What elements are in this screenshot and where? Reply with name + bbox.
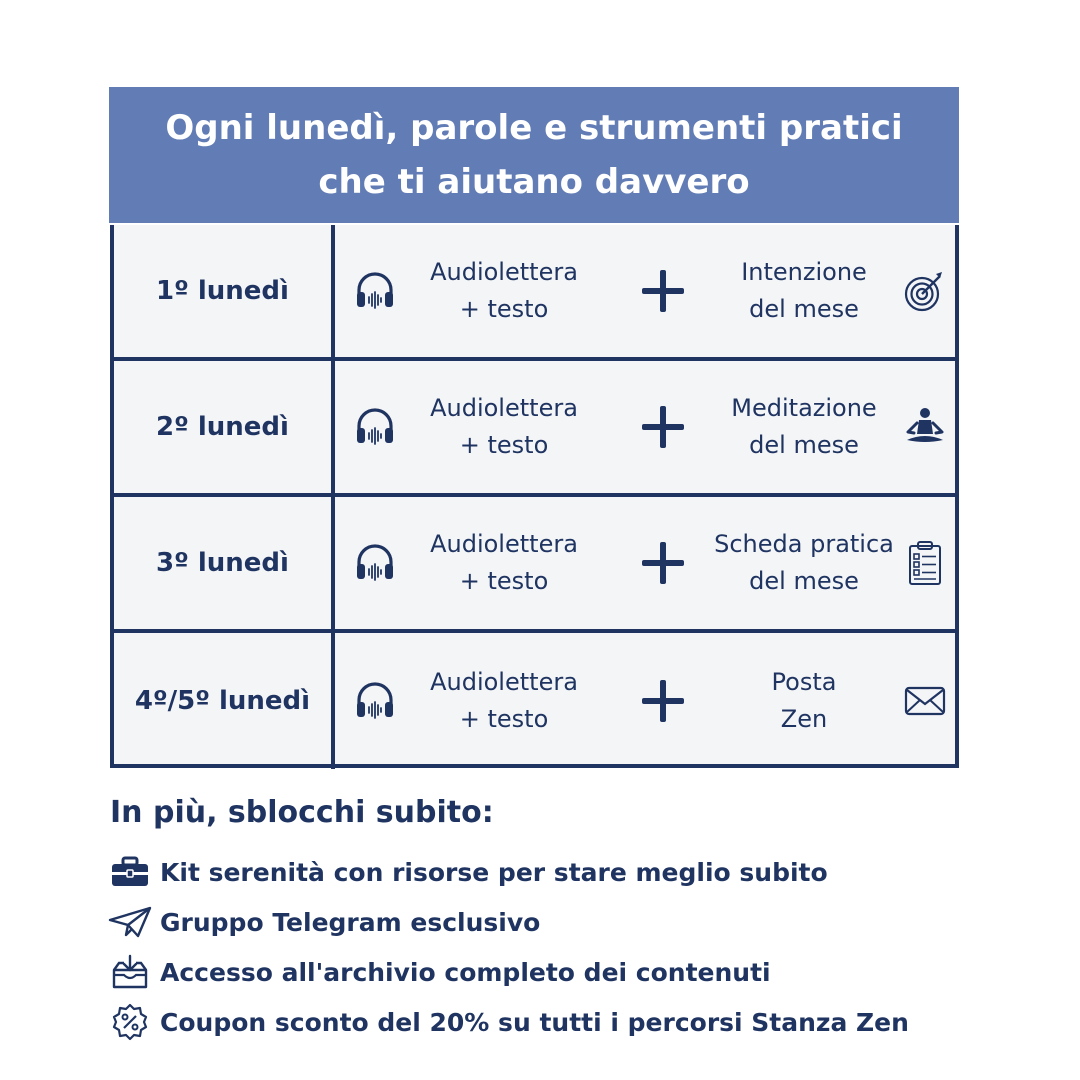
cell-line: Posta xyxy=(771,668,837,696)
cell-line: Zen xyxy=(780,705,828,733)
column-divider xyxy=(331,361,335,493)
plus-icon xyxy=(642,270,684,312)
cell-line: Audiolettera xyxy=(430,258,578,286)
percent-badge-icon xyxy=(108,1004,152,1040)
bonus-item xyxy=(108,952,968,992)
headphones-icon xyxy=(354,270,396,312)
toolbox-icon xyxy=(108,854,152,890)
schedule-table xyxy=(110,225,959,768)
bonus-text: Kit serenità con risorse per stare meglio subito xyxy=(160,857,828,887)
archive-download-icon xyxy=(108,954,152,990)
column-divider xyxy=(331,497,335,629)
cell-line: + testo xyxy=(459,567,549,595)
column-divider xyxy=(331,633,335,769)
monthly-item-cell xyxy=(694,633,914,769)
cell-line: del mese xyxy=(749,431,859,459)
plus-icon xyxy=(642,542,684,584)
bonus-item xyxy=(108,852,968,892)
headphones-icon xyxy=(354,542,396,584)
schedule-row xyxy=(114,633,955,769)
cell-line: del mese xyxy=(749,567,859,595)
monthly-item-cell xyxy=(694,361,914,493)
plus-icon xyxy=(642,680,684,722)
headphones-icon xyxy=(354,406,396,448)
cell-line: + testo xyxy=(459,705,549,733)
plus-icon xyxy=(642,406,684,448)
monthly-item-cell xyxy=(694,497,914,629)
audio-letter-cell xyxy=(409,633,599,769)
bonus-item xyxy=(108,1002,968,1042)
cell-line: Meditazione xyxy=(731,394,877,422)
envelope-icon xyxy=(902,678,948,724)
day-label: 3º lunedì xyxy=(156,548,289,578)
cell-line: Audiolettera xyxy=(430,668,578,696)
bonus-text: Accesso all'archivio completo dei contenuti xyxy=(160,957,771,987)
cell-line: Scheda pratica xyxy=(714,530,894,558)
clipboard-icon xyxy=(902,540,948,586)
schedule-row xyxy=(114,225,955,361)
cell-line: Audiolettera xyxy=(430,394,578,422)
schedule-row xyxy=(114,497,955,633)
bonus-text: Gruppo Telegram esclusivo xyxy=(160,907,541,937)
day-label: 1º lunedì xyxy=(156,276,289,306)
cell-line: Audiolettera xyxy=(430,530,578,558)
cell-line: del mese xyxy=(749,295,859,323)
bonus-title: In più, sblocchi subito: xyxy=(110,795,494,830)
column-divider xyxy=(331,225,335,357)
cell-line: + testo xyxy=(459,431,549,459)
audio-letter-cell xyxy=(409,361,599,493)
bonus-item xyxy=(108,902,968,942)
headphones-icon xyxy=(354,680,396,722)
cell-line: + testo xyxy=(459,295,549,323)
audio-letter-cell xyxy=(409,225,599,357)
header-title-line1: Ogni lunedì, parole e strumenti pratici xyxy=(165,108,903,148)
day-label: 2º lunedì xyxy=(156,412,289,442)
audio-letter-cell xyxy=(409,497,599,629)
paper-plane-icon xyxy=(108,904,152,940)
header-title-line2: che ti aiutano davvero xyxy=(318,162,750,202)
meditation-icon xyxy=(902,404,948,450)
header-banner xyxy=(109,87,959,223)
schedule-row xyxy=(114,361,955,497)
bonus-text: Coupon sconto del 20% su tutti i percorsi Stanza Zen xyxy=(160,1007,909,1037)
cell-line: Intenzione xyxy=(741,258,867,286)
monthly-item-cell xyxy=(694,225,914,357)
target-icon xyxy=(902,268,948,314)
day-label: 4º/5º lunedì xyxy=(134,686,311,716)
